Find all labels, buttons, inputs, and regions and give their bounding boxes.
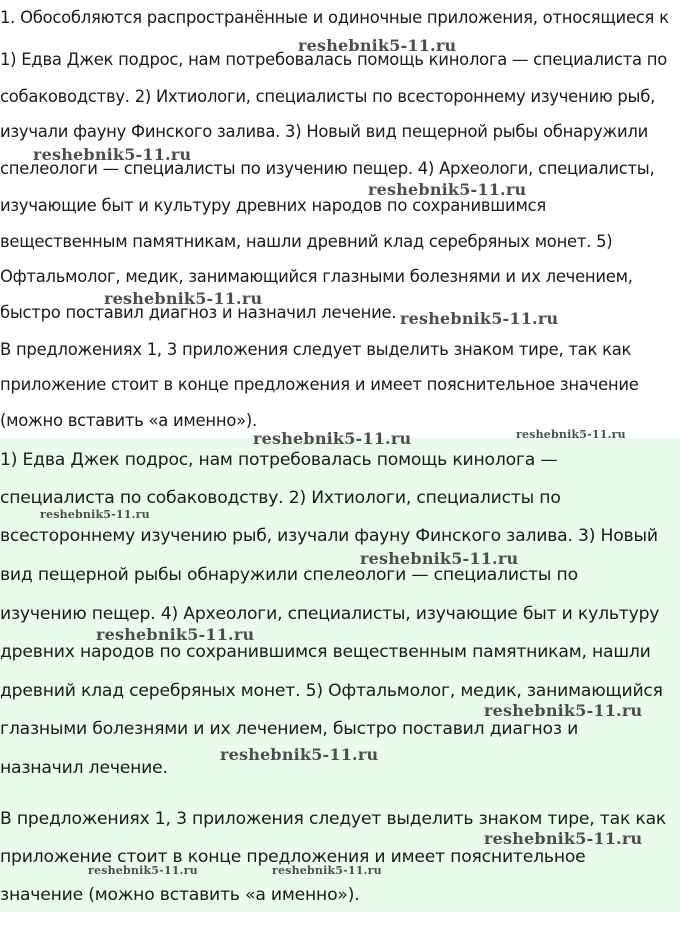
task-line: 1) Едва Джек подрос, нам потребовалась помощь кинолога — специалиста по — [0, 50, 668, 69]
task-line: изучали фауну Финского залива. 3) Новый вид пещерной рыбы обнаружили — [0, 122, 648, 141]
task-line: вещественным памятникам, нашли древний клад серебряных монет. 5) — [0, 232, 613, 251]
answer-line: глазными болезнями и их лечением, быстро поставил диагноз и — [0, 719, 579, 739]
watermark: reshebnik5-11.ru — [360, 549, 519, 568]
answer-line: всестороннему изучению рыб, изучали фауну Финского залива. 3) Новый — [0, 526, 658, 546]
answer-line: древних народов по сохранившимся вещественным памятникам, нашли — [0, 642, 651, 662]
task-line: спелеологи — специалисты по изучению пещер. 4) Археологи, специалисты, — [0, 159, 655, 178]
answer-line: вид пещерной рыбы обнаружили спелеологи — специалисты по — [0, 565, 578, 585]
watermark: reshebnik5-11.ru — [88, 864, 198, 877]
answer-explanation-line: значение (можно вставить «а именно»). — [0, 885, 360, 905]
watermark: reshebnik5-11.ru — [484, 829, 643, 848]
explanation-line: приложение стоит в конце предложения и имеет пояснительное значение — [0, 375, 639, 394]
watermark: reshebnik5-11.ru — [96, 625, 255, 644]
watermark: reshebnik5-11.ru — [33, 145, 192, 164]
explanation-line: В предложениях 1, 3 приложения следует выделить знаком тире, так как — [0, 340, 632, 359]
answer-line: специалиста по собаководству. 2) Ихтиологи, специалисты по — [0, 488, 561, 508]
task-line: изучающие быт и культуру древних народов по сохранившимся — [0, 196, 546, 215]
watermark: reshebnik5-11.ru — [400, 309, 559, 328]
watermark: reshebnik5-11.ru — [104, 289, 263, 308]
task-line: 1. Обособляются распространённые и одиночные приложения, относящиеся к — [0, 8, 669, 27]
explanation-line: (можно вставить «а именно»). — [0, 411, 257, 430]
answer-line: изучению пещер. 4) Археологи, специалисты, изучающие быт и культуру — [0, 604, 660, 624]
task-line: быстро поставил диагноз и назначил лечение. — [0, 303, 397, 322]
task-line: собаководству. 2) Ихтиологи, специалисты по всестороннему изучению рыб, — [0, 87, 656, 106]
watermark: reshebnik5-11.ru — [298, 36, 457, 55]
watermark: reshebnik5-11.ru — [40, 508, 150, 521]
answer-explanation-line: В предложениях 1, 3 приложения следует выделить знаком тире, так как — [0, 809, 667, 829]
watermark: reshebnik5-11.ru — [253, 429, 412, 448]
watermark: reshebnik5-11.ru — [272, 864, 382, 877]
answer-line: древний клад серебряных монет. 5) Офтальмолог, медик, занимающийся — [0, 681, 663, 701]
watermark: reshebnik5-11.ru — [220, 745, 379, 764]
task-line: Офтальмолог, медик, занимающийся глазными болезнями и их лечением, — [0, 267, 633, 286]
watermark: reshebnik5-11.ru — [516, 428, 626, 441]
watermark: reshebnik5-11.ru — [368, 180, 527, 199]
answer-line: 1) Едва Джек подрос, нам потребовалась помощь кинолога — — [0, 450, 558, 470]
watermark: reshebnik5-11.ru — [484, 701, 643, 720]
answer-explanation-line: приложение стоит в конце предложения и имеет пояснительное — [0, 847, 586, 867]
task-section — [0, 0, 680, 438]
answer-line: назначил лечение. — [0, 758, 168, 778]
